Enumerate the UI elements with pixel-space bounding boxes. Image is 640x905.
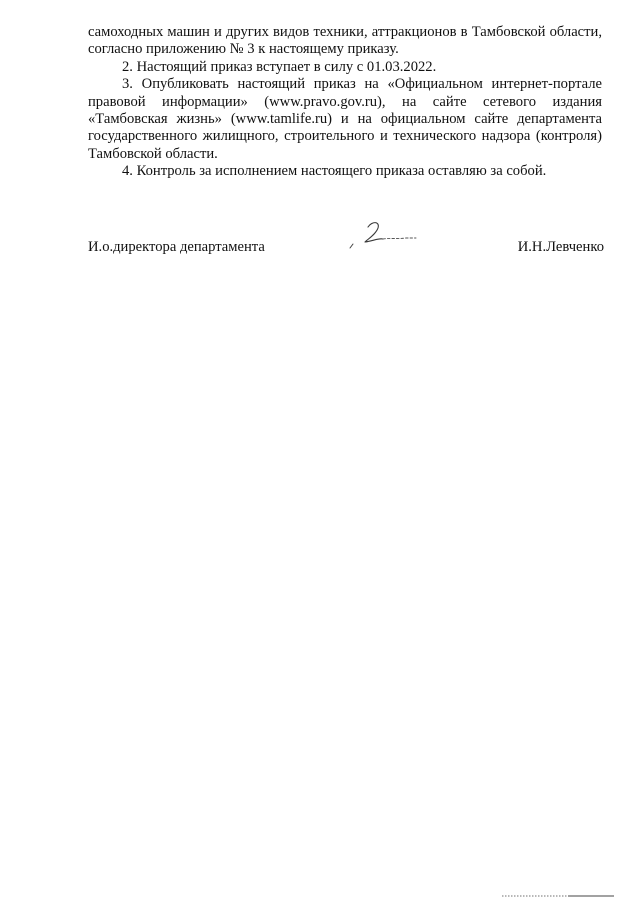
signature-block [88, 232, 604, 256]
document-body [88, 24, 602, 181]
signer-name: И.Н.Левченко [517, 239, 604, 255]
paragraph-effective-date: 2. Настоящий приказ вступает в силу с 01.03.2022. [122, 58, 437, 75]
footer-rule [502, 894, 614, 898]
handwritten-signature [347, 214, 417, 252]
paragraph-publication: 3. Опубликовать настоящий приказ на «Официальном интернет-портале правовой информации» (www.pravo.gov.ru), на сайте сетевого издания «Тамбовская жизнь» (www.tamlife.ru) и на официальном сайте департамента государственного жилищного, строительного и технического надзора (контроля) Тамбовской области. [88, 76, 602, 162]
paragraph-continuation: самоходных машин и других видов техники, аттракционов в Тамбовской области, согласно приложению № 3 к настоящему приказу. [88, 24, 602, 58]
signer-position: И.о.директора департамента [88, 239, 265, 255]
paragraph-control: 4. Контроль за исполнением настоящего приказа оставляю за собой. [122, 163, 547, 180]
